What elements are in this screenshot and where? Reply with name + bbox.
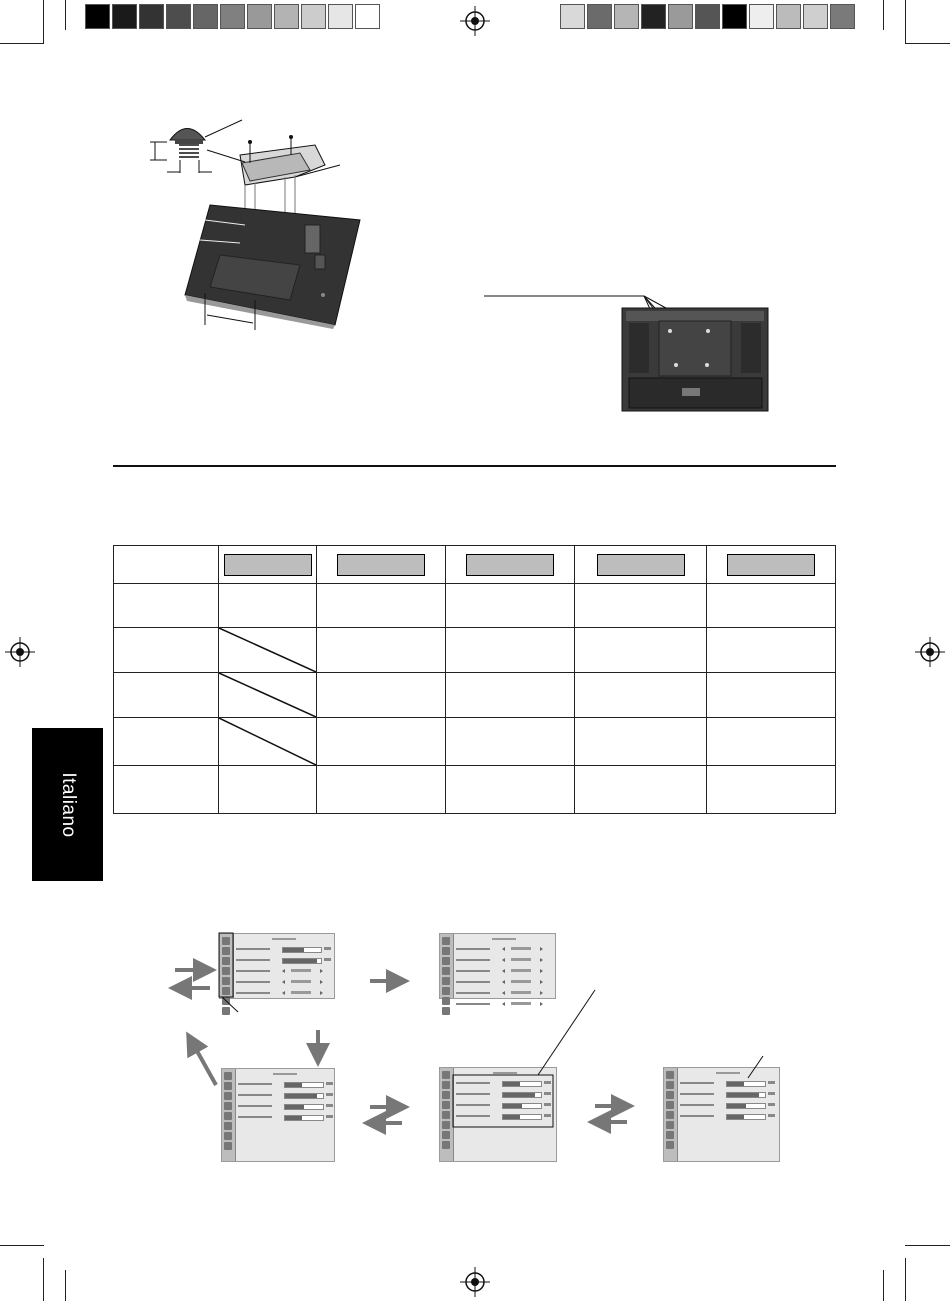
language-tab-label: Italiano — [57, 771, 79, 838]
